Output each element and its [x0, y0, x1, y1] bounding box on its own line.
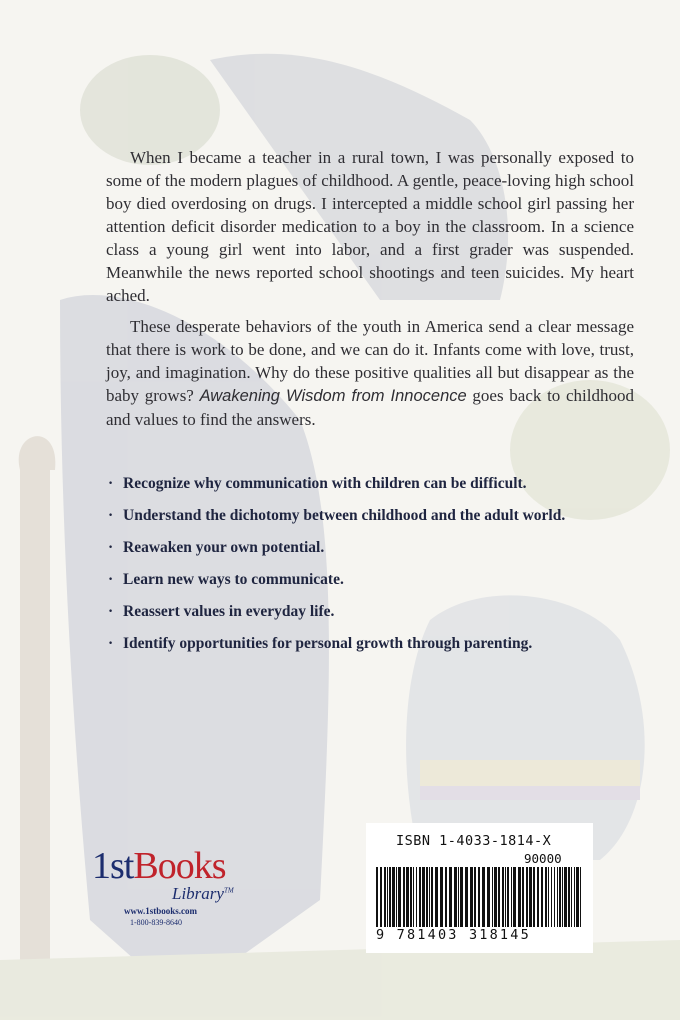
barcode-bar [445, 867, 447, 927]
bullet-dot: · [108, 539, 114, 556]
barcode-bar [465, 867, 468, 927]
back-cover-blurb [106, 146, 634, 439]
blurb-paragraph-2-text: These desperate behaviors of the youth in America send a clear message that there is work to be done, and we can do it. Infants come with love, trust, joy, and imagination. Why do these positive qualities all but disappear as the baby grows? [106, 317, 634, 405]
barcode-bar [406, 867, 409, 927]
barcode-bar [492, 867, 493, 927]
benefits-list [108, 474, 648, 666]
bullet-dot: · [108, 571, 114, 588]
barcode-bar [548, 867, 549, 927]
list-item [108, 634, 648, 654]
barcode-bar [376, 867, 378, 927]
barcode-bar [533, 867, 535, 927]
barcode-bar [513, 867, 516, 927]
barcode-bar [580, 867, 581, 927]
book-title: Awakening Wisdom from Innocence [199, 387, 467, 405]
bullet-dot: · [108, 507, 114, 524]
list-item-text: Reawaken your own potential. [123, 539, 325, 556]
barcode-bar [494, 867, 497, 927]
barcode-bar [551, 867, 552, 927]
barcode-bar [507, 867, 509, 927]
list-item-text: Learn new ways to communicate. [123, 571, 344, 588]
barcode-bar [511, 867, 512, 927]
barcode-bar [398, 867, 401, 927]
trademark-mark: TM [223, 886, 234, 895]
barcode-bar [422, 867, 425, 927]
blurb-paragraph-2 [106, 315, 634, 431]
list-item-text: Reassert values in everyday life. [123, 603, 335, 620]
publisher-website: www.1stbooks.com [124, 906, 198, 916]
barcode-bar [498, 867, 500, 927]
barcode-bar [526, 867, 528, 927]
list-item-text: Identify opportunities for personal growth through parenting. [123, 635, 533, 652]
list-item [108, 602, 648, 622]
barcode-bar [384, 867, 386, 927]
barcode-bar [454, 867, 457, 927]
blurb-paragraph-1: When I became a teacher in a rural town, I was personally exposed to some of the modern plagues of childhood. A gentle, peace-loving high school boy died overdosing on drugs. I intercepted a middle school girl passing her attention deficit disorder medication to a boy in the classroom. In a science class a young girl went into labor, and a first grader was suspended. Meanwhile the news reported school shootings and teen suicides. My heart ached. [106, 148, 634, 305]
barcode [376, 867, 586, 927]
barcode-bar [529, 867, 532, 927]
list-item [108, 506, 648, 526]
isbn-barcode-panel [366, 823, 593, 953]
list-item [108, 538, 648, 558]
logo-subtitle [172, 884, 234, 904]
barcode-bar [380, 867, 382, 927]
barcode-bar [458, 867, 459, 927]
barcode-bar [518, 867, 521, 927]
barcode-bar [541, 867, 543, 927]
barcode-bar [482, 867, 485, 927]
barcode-bar [435, 867, 438, 927]
bullet-dot: · [108, 603, 114, 620]
barcode-bar [440, 867, 443, 927]
price-code: 90000 [524, 851, 562, 866]
barcode-bar [554, 867, 555, 927]
barcode-bar [470, 867, 473, 927]
publisher-phone: 1-800-839-8640 [130, 918, 182, 927]
bullet-dot: · [108, 635, 114, 652]
barcode-bar [522, 867, 524, 927]
barcode-bar [431, 867, 433, 927]
barcode-bar [413, 867, 414, 927]
barcode-bar [419, 867, 421, 927]
barcode-bar [449, 867, 452, 927]
ean-number: 9 781403 318145 [376, 927, 531, 943]
list-item [108, 474, 648, 494]
barcode-bar [392, 867, 395, 927]
barcode-bar [502, 867, 504, 927]
bullet-dot: · [108, 475, 114, 492]
barcode-bar [478, 867, 480, 927]
barcode-bar [416, 867, 417, 927]
logo-prefix: 1st [92, 845, 134, 887]
barcode-bar [410, 867, 412, 927]
barcode-bar [571, 867, 572, 927]
barcode-bar [389, 867, 391, 927]
barcode-bar [576, 867, 579, 927]
publisher-logo [88, 844, 238, 934]
barcode-bar [505, 867, 506, 927]
barcode-bar [537, 867, 539, 927]
list-item-text: Recognize why communication with children can be difficult. [123, 475, 527, 492]
barcode-bar [564, 867, 567, 927]
barcode-bar [474, 867, 476, 927]
logo-name: Books [133, 845, 226, 887]
barcode-bar [460, 867, 463, 927]
isbn-label: ISBN 1-4033-1814-X [396, 833, 552, 849]
barcode-bar [574, 867, 575, 927]
blurb-paragraph-2-end: goes back to childhood and values to find the answers. [106, 386, 634, 429]
barcode-bar [562, 867, 563, 927]
list-item-text: Understand the dichotomy between childhood and the adult world. [123, 507, 566, 524]
barcode-bar [559, 867, 561, 927]
barcode-bar [396, 867, 397, 927]
barcode-bar [426, 867, 428, 927]
barcode-bar [568, 867, 570, 927]
barcode-bar [557, 867, 558, 927]
barcode-bar [487, 867, 490, 927]
barcode-bar [429, 867, 430, 927]
list-item [108, 570, 648, 590]
logo-wordmark [92, 844, 226, 888]
logo-subtitle-text: Library [172, 884, 224, 903]
barcode-bar [403, 867, 405, 927]
barcode-bar [545, 867, 547, 927]
barcode-bar [387, 867, 388, 927]
